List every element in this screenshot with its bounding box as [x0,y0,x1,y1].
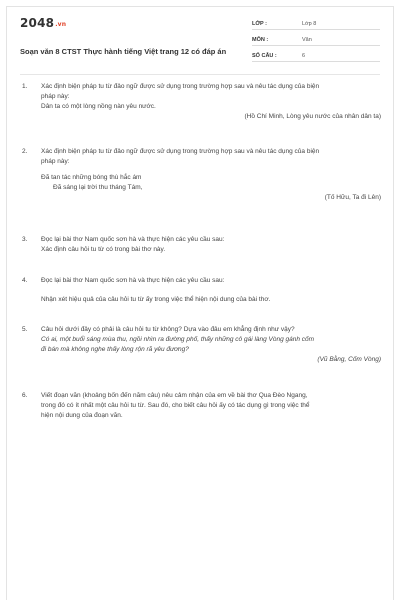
question-number: 3. [22,236,28,243]
quote-line: Dân ta có một lòng nồng nàn yêu nước. [41,103,156,110]
logo-text: 2048 [20,16,55,30]
question-line: trong đó có ít nhất một câu hỏi tu từ. Sau đó, cho biết câu hỏi ấy có tác dụng gì trong việc thể [41,402,310,409]
question-line: Đọc lại bài thơ Nam quốc sơn hà và thực hiện các yêu cầu sau: [41,236,225,243]
logo-suffix: .vn [55,21,67,28]
question-number: 4. [22,277,28,284]
question-line: Viết đoạn văn (khoảng bốn đến năm câu) nêu cảm nhận của em về bài thơ Qua Đèo Ngang, [41,392,308,399]
meta-value: Lớp 8 [302,21,317,27]
question-body [41,82,381,122]
question-number: 5. [22,326,28,333]
meta-value: Văn [302,37,312,43]
question-line: Nhận xét hiệu quả của câu hỏi tu từ ấy trong việc thể hiện nội dung của bài thơ. [41,296,271,303]
question-number: 2. [22,148,28,155]
quote-line: Có ai, một buổi sáng mùa thu, ngồi nhìn ra đường phố, thấy những cô gái làng Vòng gánh cốm [41,336,315,343]
question-line: Xác định câu hỏi tu từ có trong bài thơ này. [41,246,166,253]
question-number: 6. [22,392,28,399]
meta-count-row [252,50,380,62]
question-body [41,147,381,203]
question-body [41,391,381,421]
poem-line: Đã tan tác những bóng thù hắc ám [41,174,142,181]
header-divider [20,74,380,75]
meta-class-row [252,18,380,30]
question-line: Xác định biện pháp tu từ đảo ngữ được sử dụng trong trường hợp sau và nêu tác dụng của biện [41,148,320,155]
question-body [41,235,381,255]
quote-line: đi bán mà không nghe thấy lòng rộn rã yêu đương? [41,346,189,353]
question-line: Đọc lại bài thơ Nam quốc sơn hà và thực hiện các yêu cầu sau: [41,277,225,284]
question-body [41,325,381,365]
question-line: pháp này: [41,158,70,165]
meta-subject-row [252,34,380,46]
header [20,14,380,70]
meta-label: SỐ CÂU : [252,53,277,59]
meta-value: 6 [302,53,306,59]
quote-source: (Hồ Chí Minh, Lòng yêu nước của nhân dân ta) [244,113,381,120]
meta-label: MÔN : [252,37,269,43]
question-line: pháp này: [41,93,70,100]
question-number: 1. [22,83,28,90]
question-body [41,276,381,305]
quote-source: (Tố Hữu, Ta đi Lên) [324,194,381,201]
quote-source: (Vũ Bằng, Cốm Vòng) [317,356,381,363]
poem-line: Đã sáng lại trời thu tháng Tám, [53,184,143,191]
meta-label: LỚP : [252,21,267,27]
question-line: Xác định biện pháp tu từ đảo ngữ được sử dụng trong trường hợp sau và nêu tác dụng của biện [41,83,320,90]
document-title: Soạn văn 8 CTST Thực hành tiếng Việt trang 12 có đáp án [20,47,227,56]
site-logo[interactable] [20,16,66,30]
question-line: Câu hỏi dưới đây có phải là câu hỏi tu từ không? Dựa vào đâu em khẳng định như vậy? [41,326,295,333]
question-line: hiện nội dung của đoạn văn. [41,412,123,419]
